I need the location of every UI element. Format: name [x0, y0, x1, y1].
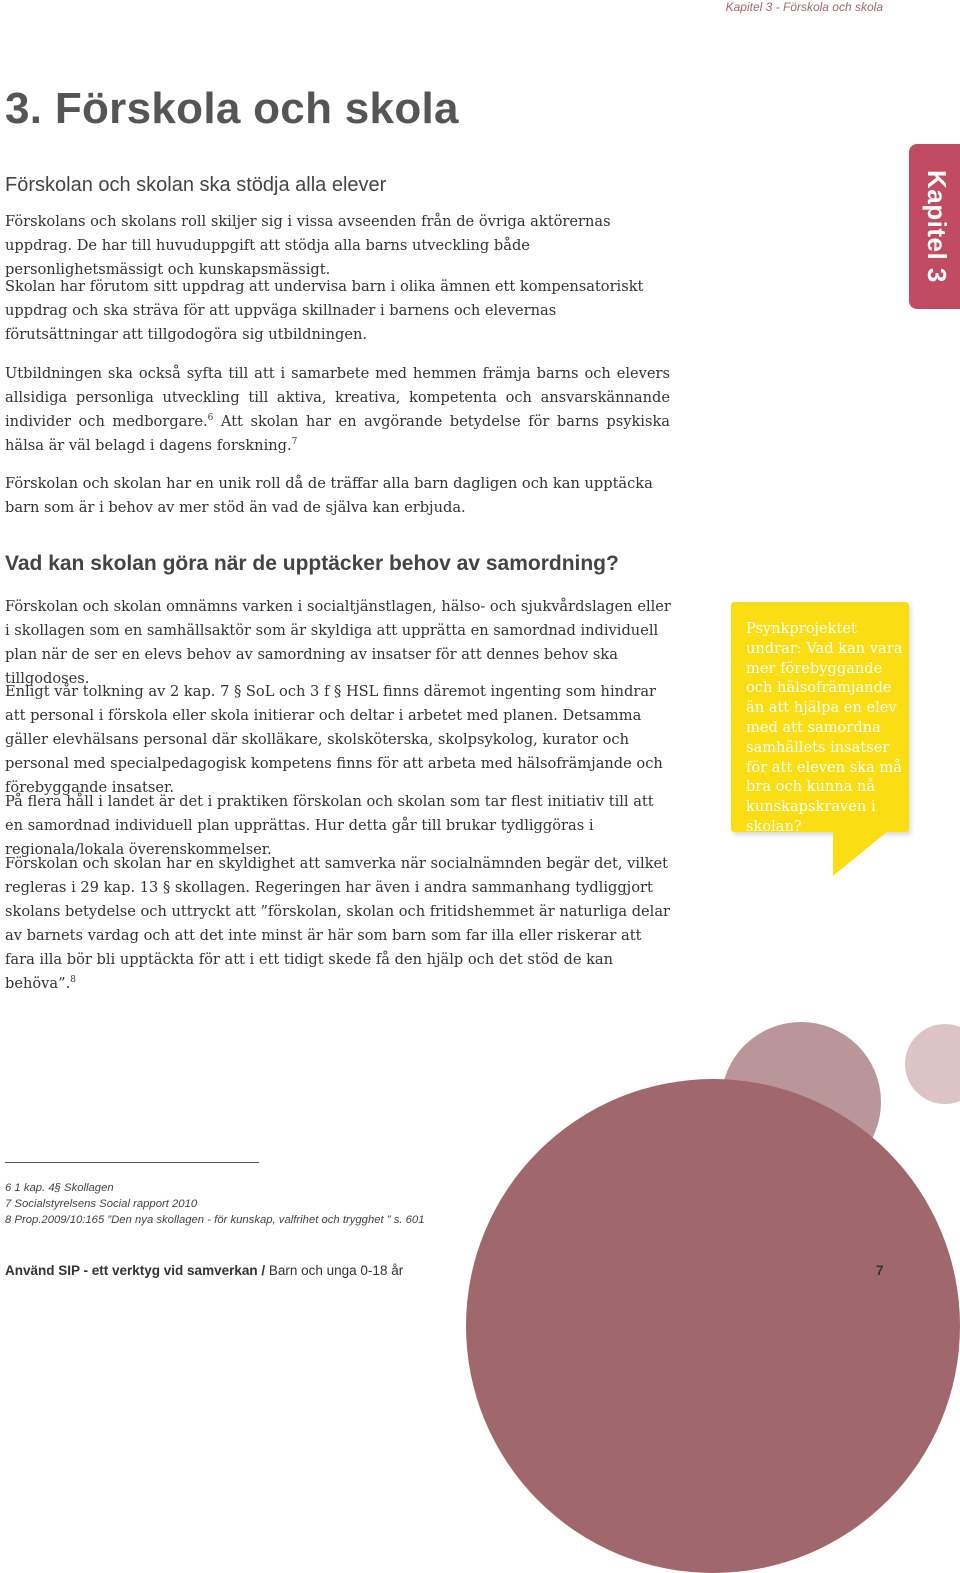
chapter-tab-label: Kapitel 3 — [922, 170, 952, 283]
footnote-ref: 6 — [207, 413, 214, 424]
section-heading: Förskolan och skolan ska stödja alla elever — [5, 174, 387, 196]
callout-text: Psynkprojektet undrar: Vad kan vara mer förebyggande och hälsofrämjande än att hjälpa en elev med att samordna samhällets insatser för att eleven ska må bra och kunna nå kunskapskraven i skolan? — [746, 620, 903, 835]
footnotes — [5, 1180, 425, 1228]
paragraph-text: Utbildningen ska också syfta till att i samarbete med hemmen främja barns och elevers allsidiga personliga utveckling till aktiva, kreativa, kompetenta och ansvarskännande individer och medborgare. — [5, 365, 670, 430]
paragraph: Skolan har förutom sitt uppdrag att undervisa barn i olika ämnen ett kompensatoriskt uppdrag och ska sträva för att uppväga skillnader i barnens och elevernas förutsättningar att tillgodogöra sig utbildningen. — [5, 278, 644, 343]
section-heading: Vad kan skolan göra när de upptäcker behov av samordning? — [5, 552, 619, 575]
paragraph-text: Förskolan och skolan har en skyldighet att samverka när socialnämnden begär det, vilket regleras i 29 kap. 13 § skollagen. Regeringen har även i andra sammanhang tydliggjort skolans betydelse och uttryckt att ”förskolan, skolan och fritidshemmet är naturliga delar av barnets vardag och att det inte minst är här som barn som far illa eller riskerar att fara illa bör bli upptäckta för att i ett tidigt skede få den hjälp och det stöd de kan behöva”. — [5, 855, 671, 992]
footer-publication — [5, 1263, 403, 1278]
paragraph: Förskolan och skolan omnämns varken i socialtjänstlagen, hälso- och sjukvårdslagen eller i skollagen som en samhällsaktör som är skyldiga att upprätta en samordnad individuell plan när de ser en elevs behov av samordning av insatser för att dennes behov ska tillgodoses. — [5, 598, 671, 687]
footer-publication-title: Använd SIP - ett verktyg vid samverkan / — [5, 1263, 266, 1278]
footnote: 8 Prop.2009/10:165 ”Den nya skollagen - för kunskap, valfrihet och trygghet ” s. 601 — [5, 1214, 425, 1226]
paragraph-text: Att skolan har en avgörande betydelse för barns psykiska hälsa är väl belagd i dagens forskning. — [5, 413, 671, 454]
footnote-ref: 7 — [291, 437, 298, 448]
footer-publication-subtitle: Barn och unga 0-18 år — [265, 1263, 404, 1278]
footnote: 7 Socialstyrelsens Social rapport 2010 — [5, 1198, 198, 1210]
footnote: 6 1 kap. 4§ Skollagen — [5, 1182, 114, 1194]
paragraph: Förskolan och skolan har en unik roll då de träffar alla barn dagligen och kan upptäcka barn som är i behov av mer stöd än vad de själva kan erbjuda. — [5, 475, 653, 516]
page-title: 3. Förskola och skola — [5, 84, 459, 133]
footnote-ref: 8 — [70, 975, 76, 986]
footnote-divider — [5, 1162, 259, 1163]
paragraph: Enligt vår tolkning av 2 kap. 7 § SoL och 3 f § HSL finns däremot ingenting som hindrar att personal i förskola eller skola initierar och deltar i arbetet med planen. Detsamma gäller elevhälsans personal där skolläkare, skolsköterska, skolpsykolog, kurator och personal med specialpedagogisk kompetens finns för att arbeta med hälsofrämjande och förebyggande insatser. — [5, 683, 663, 796]
paragraph — [5, 362, 670, 458]
decorative-circle — [905, 1024, 960, 1104]
paragraph — [5, 852, 673, 996]
decorative-circle — [466, 1079, 960, 1573]
callout-tail — [833, 831, 888, 876]
page-number: 7 — [876, 1263, 884, 1278]
paragraph: På flera håll i landet är det i praktiken förskolan och skolan som tar flest initiativ till att en samordnad individuell plan upprättas. Hur detta går till brukar tydliggöras i regionala/lokala överenskommelser. — [5, 793, 654, 858]
paragraph: Förskolans och skolans roll skiljer sig i vissa avseenden från de övriga aktörernas uppdrag. De har till huvuduppgift att stödja alla barns utveckling både personlighetsmässigt och kunskapsmässigt. — [5, 213, 611, 278]
running-header: Kapitel 3 - Förskola och skola — [725, 0, 883, 14]
